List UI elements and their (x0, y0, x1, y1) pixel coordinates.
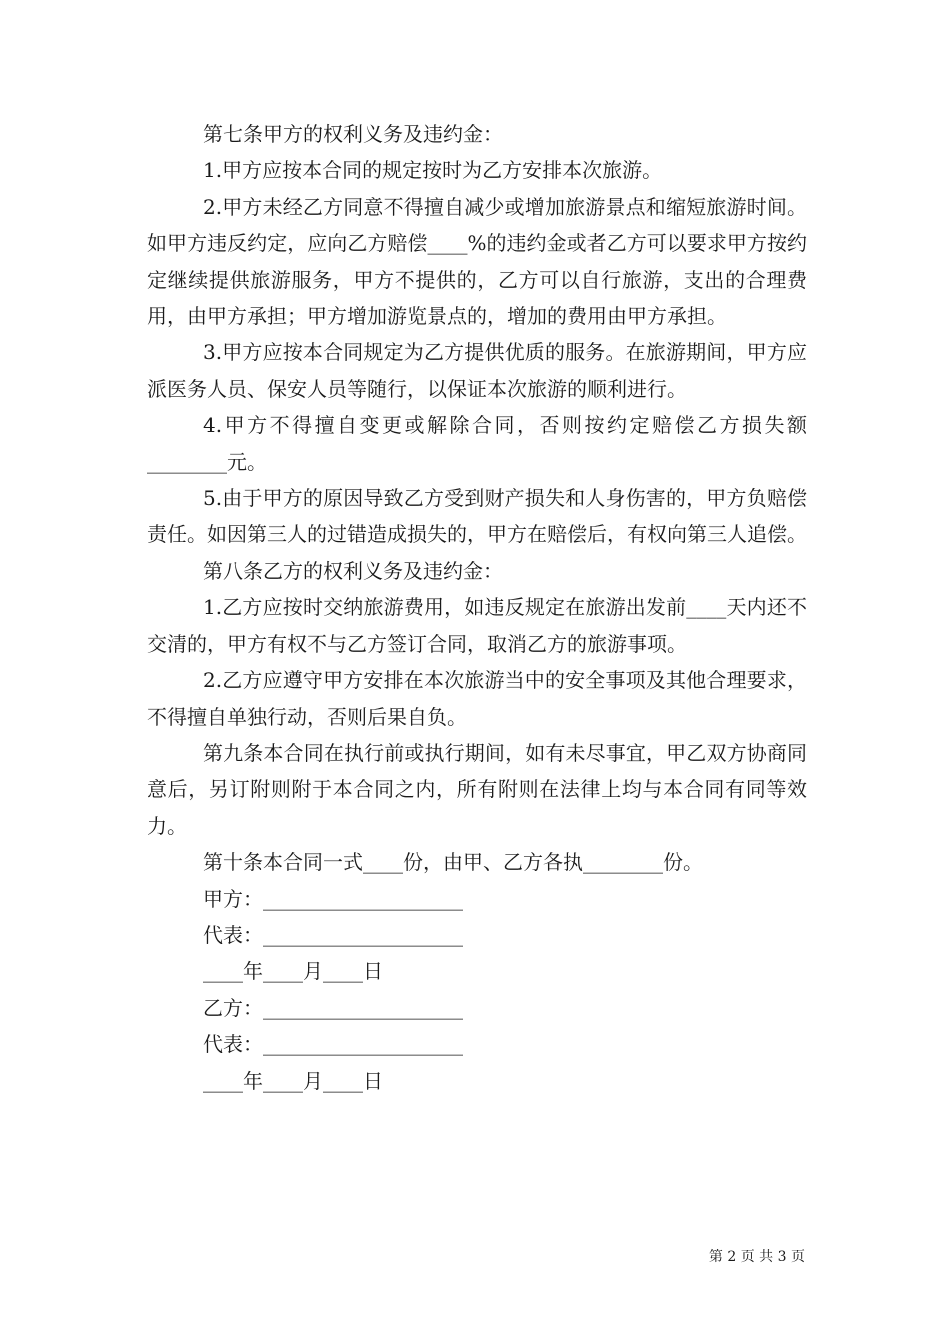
party-b-date-line: ____年____月____日 (203, 1068, 383, 1093)
party-a-date-line: ____年____月____日 (203, 959, 383, 984)
article-8-clause-1: 1.乙方应按时交纳旅游费用，如违反规定在旅游出发前____天内还不交清的，甲方有权不与乙方签订合同，取消乙方的旅游事项。 (147, 595, 807, 656)
article-8-clause-2: 2.乙方应遵守甲方安排在本次旅游当中的安全事项及其他合理要求，不得擅自单独行动，否则后果自负。 (147, 668, 807, 729)
document-body (147, 116, 807, 1099)
article-10: 第十条本合同一式____份，由甲、乙方各执________份。 (203, 850, 703, 875)
article-7-clause-4: 4.甲方不得擅自变更或解除合同，否则按约定赔偿乙方损失额________元。 (147, 413, 807, 474)
article-8-heading: 第八条乙方的权利义务及违约金： (203, 558, 503, 583)
party-a-line: 甲方：____________________ (203, 886, 463, 911)
article-7-clause-1: 1.甲方应按本合同的规定按时为乙方安排本次旅游。 (203, 158, 663, 183)
article-9: 第九条本合同在执行前或执行期间，如有未尽事宜，甲乙双方协商同意后，另订附则附于本合同之内，所有附则在法律上均与本合同有同等效力。 (147, 740, 807, 838)
party-b-line: 乙方：____________________ (203, 995, 463, 1020)
article-7-heading: 第七条甲方的权利义务及违约金： (203, 122, 503, 146)
party-b-representative-line: 代表：____________________ (203, 1032, 463, 1057)
party-a-representative-line: 代表：____________________ (203, 922, 463, 947)
article-7-clause-5: 5.由于甲方的原因导致乙方受到财产损失和人身伤害的，甲方负赔偿责任。如因第三人的过错造成损失的，甲方在赔偿后，有权向第三人追偿。 (147, 486, 807, 547)
signature-block (147, 881, 807, 1099)
article-7-clause-3: 3.甲方应按本合同规定为乙方提供优质的服务。在旅游期间，甲方应派医务人员、保安人员等随行，以保证本次旅游的顺利进行。 (147, 340, 807, 401)
page-number: 第 2 页 共 3 页 (708, 1249, 805, 1265)
article-7-clause-2: 2.甲方未经乙方同意不得擅自减少或增加旅游景点和缩短旅游时间。如甲方违反约定，应向乙方赔偿____%的违约金或者乙方可以要求甲方按约定继续提供旅游服务，甲方不提供的，乙方可以自行旅游，支出的合理费用，由甲方承担；甲方增加游览景点的，增加的费用由甲方承担。 (147, 194, 807, 329)
